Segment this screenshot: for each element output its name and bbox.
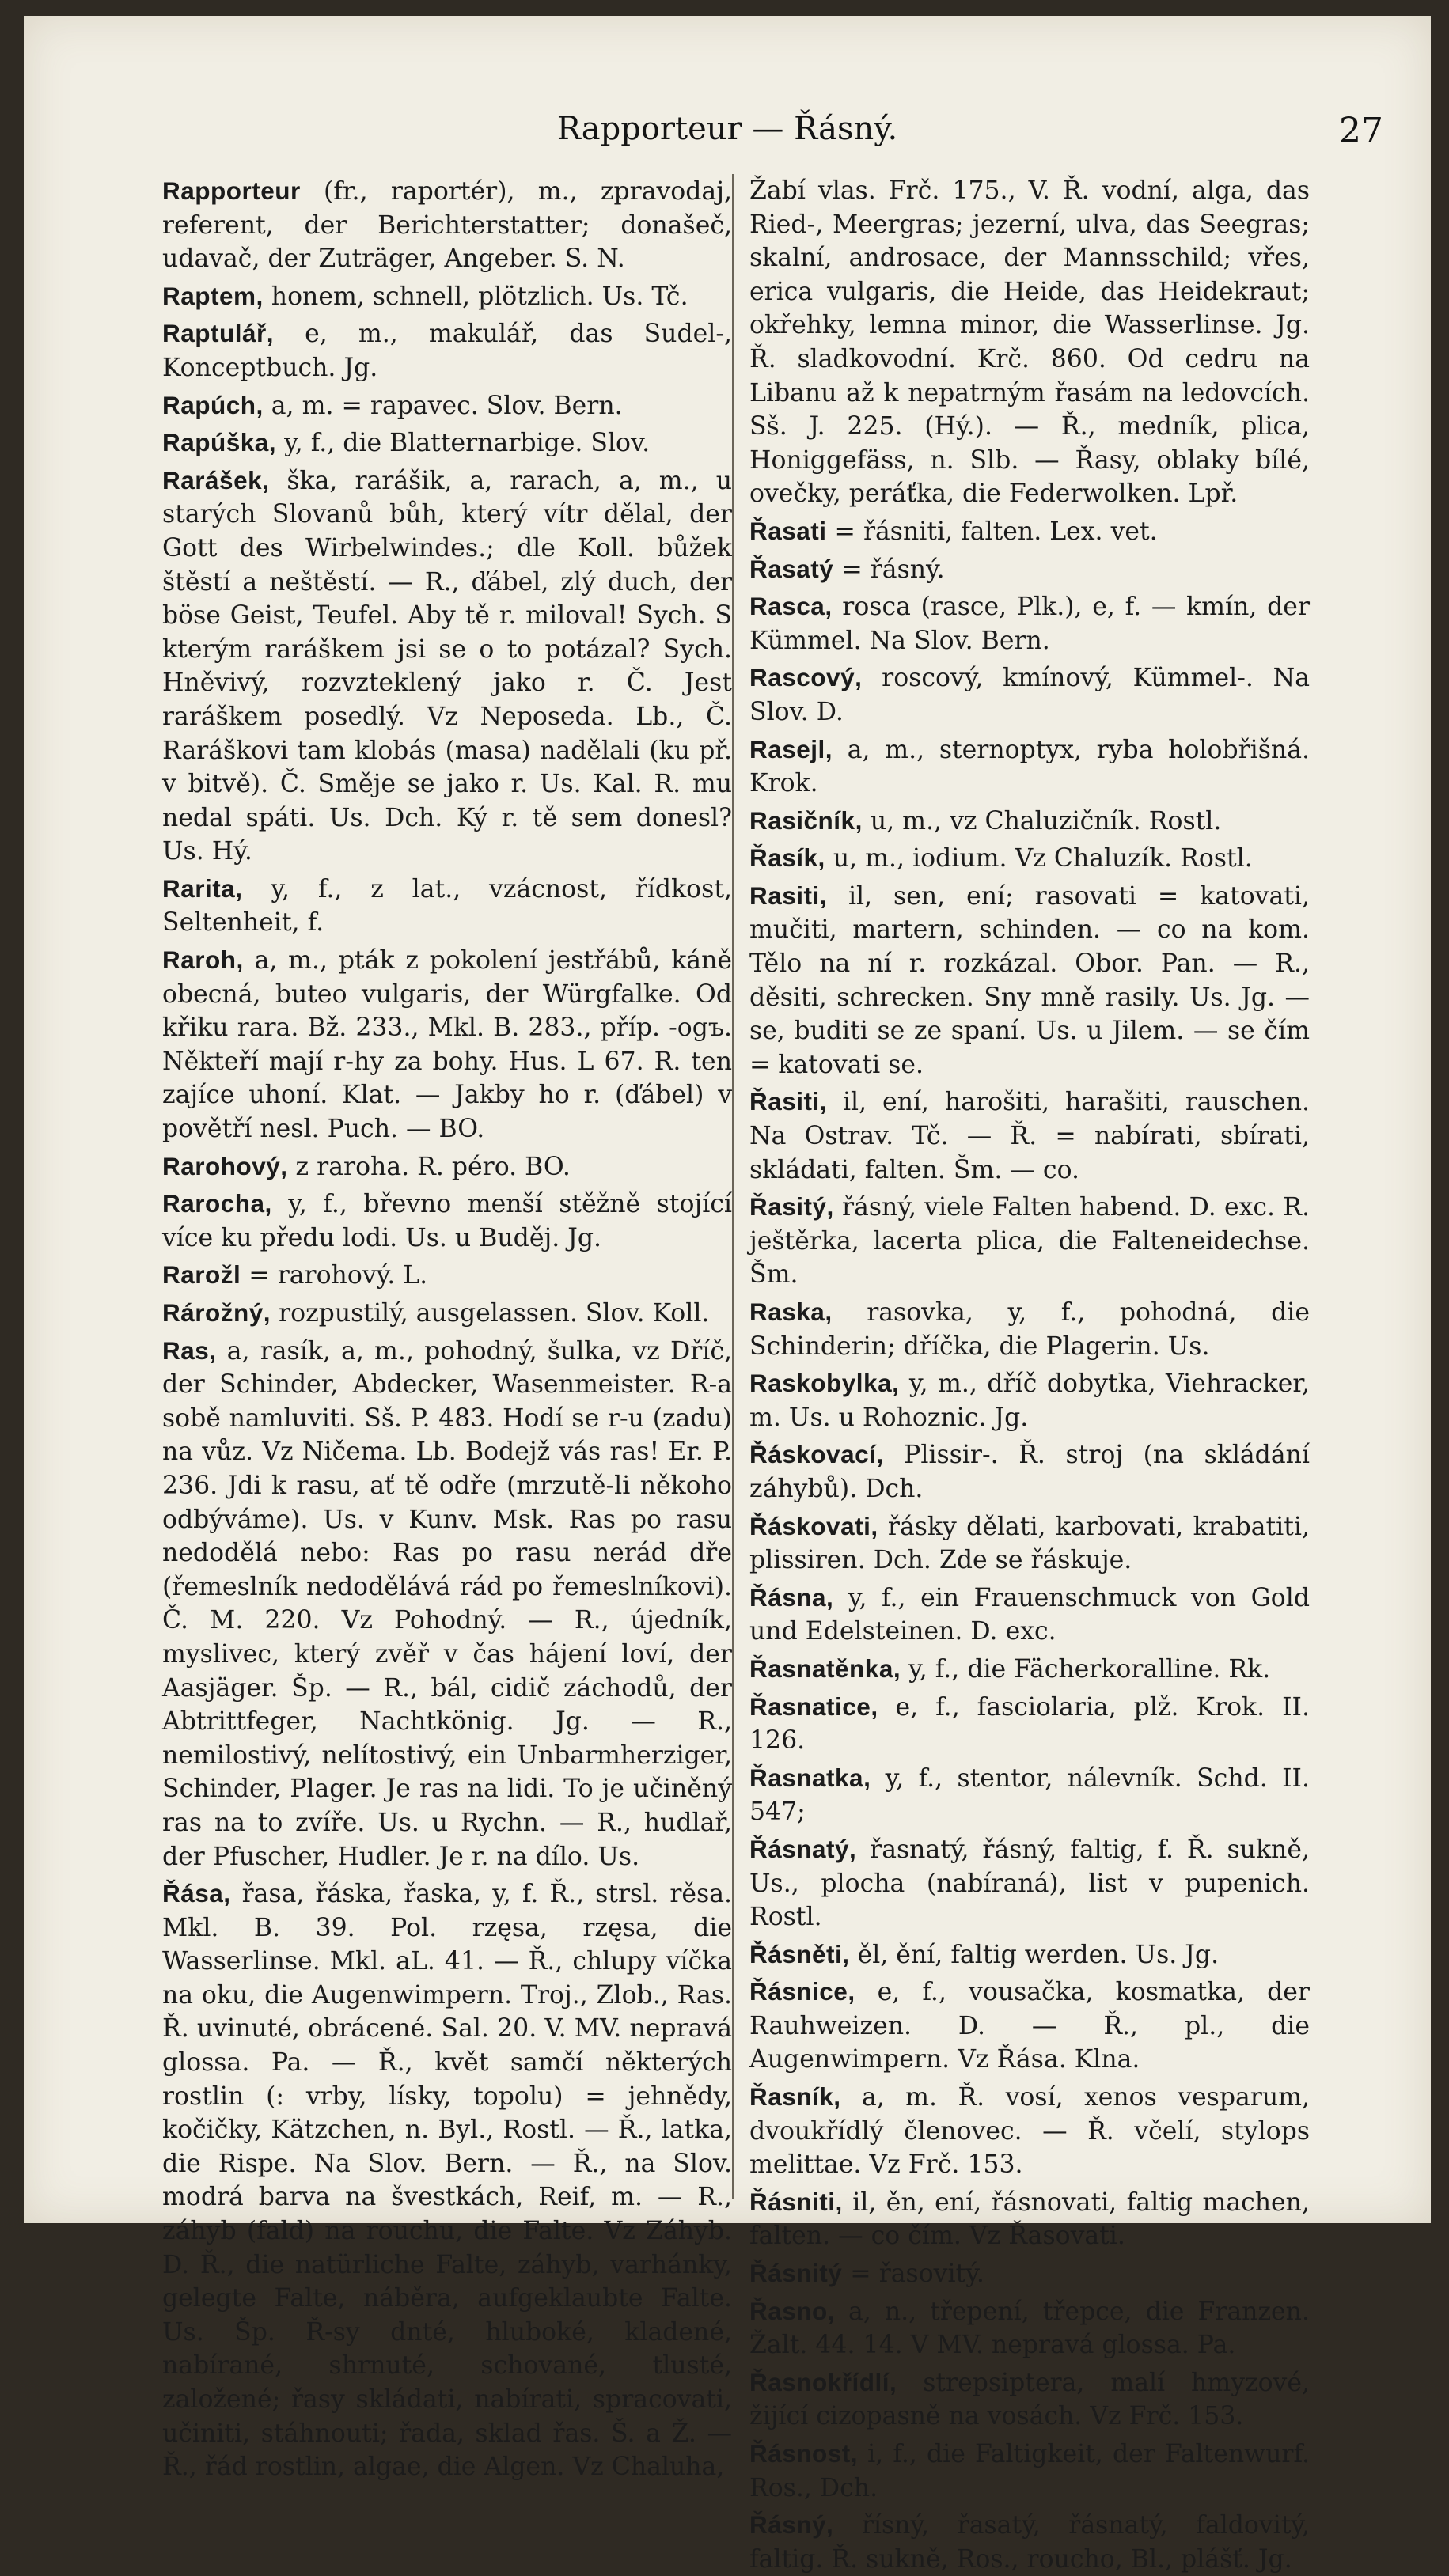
entry-headword: Rasiti, [749, 881, 828, 910]
entry-headword: Řásna, [749, 1582, 834, 1612]
entry-text: ška, rarášik, a, rarach, a, m., u starých Slovanů bůh, který vítr dělal, der Gott des Wirbelwindes.; dle Koll. bůžek štěstí a neštěstí. — R., ďábel, zlý duch, der böse Geist, Teufel. Aby tě r. miloval! Sych. S kterým raráškem jsi se o to potázal? Sych. Hněvivý, rozvzteklený jako r. Č. Jest raráškem posedlý. Vz Neposeda. Lb., Č. Raráškovi tam klobás (masa) nadělali (ku př. v bitvě). Č. Směje se jako r. Us. Kal. R. mu nedal spáti. Us. Dch. Ký r. tě sem donesl? Us. Hý. [162, 466, 732, 866]
right-column [732, 174, 1310, 2574]
entry-text: a, n., třepení, třepce, die Franzen. Žalt. 44. 14. V MV. nepravá glossa. Pa. [749, 2297, 1310, 2360]
entry-headword: Řasno, [749, 2296, 836, 2325]
entry-headword: Rarita, [162, 873, 243, 903]
entry-headword: Rapporteur [162, 176, 301, 205]
entry-headword: Rarášek, [162, 465, 270, 494]
dictionary-entry [749, 841, 1310, 876]
entry-headword: Řasati [749, 516, 827, 545]
dictionary-entry [162, 388, 732, 423]
dictionary-entry [749, 733, 1310, 801]
dictionary-entry [749, 1190, 1310, 1292]
entry-text: y, f., z lat., vzácnost, řídkost, Seltenheit, f. [162, 874, 732, 938]
dictionary-entry [749, 1938, 1310, 1972]
entry-headword: Řáskovati, [749, 1511, 878, 1540]
entry-text: y, f., die Fächerkoralline. Rk. [901, 1654, 1271, 1684]
entry-text: strepsiptera, malí hmyzové, žijící cizopasně na vosách. Vz Frč. 153. [749, 2368, 1310, 2431]
dictionary-entry [749, 1652, 1310, 1687]
dictionary-entry [749, 2508, 1310, 2576]
dictionary-entry [749, 1690, 1310, 1758]
entry-text: Žabí vlas. Frč. 175., V. Ř. vodní, alga, das Ried-, Meergras; jezerní, ulva, das Seegras; skalní, androsace, der Mannsschild; vřes, erica vulgaris, die Heide, das Heidekraut; okřehky, lemna minor, die Wasserlinse. Jg. Ř. sladkovodní. Krč. 860. Od cedru na Libanu až k nepatrným řasám na ledovcích. Sš. J. 225. (Hý.). — Ř., medník, plica, Honiggefäss, n. Slb. — Řasy, oblaky bílé, ovečky, peráťka, die Federwolken. Lpř. [749, 176, 1310, 509]
entry-headword: Řasitý, [749, 1192, 834, 1222]
dictionary-entry [162, 1187, 732, 1255]
entry-headword: Raska, [749, 1297, 833, 1326]
dictionary-entry [162, 1334, 732, 1874]
dictionary-page [24, 16, 1431, 2574]
entry-headword: Řasiti, [749, 1087, 828, 1116]
entry-headword: Rárožný, [162, 1298, 271, 1327]
entry-text: roscový, kmínový, Kümmel-. Na Slov. D. [749, 664, 1310, 726]
entry-text: il, ení, harošiti, harašiti, rauschen. Na Ostrav. Tč. — Ř. = nabírati, sbírati, skládati, falten. Šm. — co. [749, 1088, 1310, 1184]
entry-headword: Raroh, [162, 945, 244, 975]
dictionary-entry [162, 316, 732, 385]
dictionary-entry [749, 879, 1310, 1082]
dictionary-entry [749, 1832, 1310, 1934]
entry-text: (fr., raportér), m., zpravodaj, referent, der Berichterstatter; donašeč, udavač, der Zuträger, Angeber. S. N. [162, 177, 732, 274]
dictionary-entry [749, 1761, 1310, 1829]
entry-text: z raroha. R. péro. BO. [287, 1152, 571, 1181]
dictionary-entry [749, 2437, 1310, 2505]
entry-headword: Rasejl, [749, 734, 833, 763]
dictionary-entry [749, 1295, 1310, 1363]
running-title: Rapporteur — Řásný. [556, 111, 898, 147]
dictionary-entry [749, 2080, 1310, 2182]
dictionary-entry [749, 552, 1310, 587]
entry-text: a, m., pták z pokolení jestřábů, káně obecná, buteo vulgaris, der Würgfalke. Od křiku rara. Bž. 233., Mkl. B. 283., příp. -ogъ. Někteří mají r-hy za bohy. Hus. L 67. R. ten zajíce uhoní. Klat. — Jakby ho r. (ďábel) v povětří nesl. Puch. — BO. [162, 946, 732, 1144]
entry-text: y, m., dříč dobytka, Viehracker, m. Us. u Rohoznic. Jg. [749, 1369, 1310, 1432]
entry-headword: Řásnitý [749, 2259, 843, 2288]
entry-headword: Rasičník, [749, 805, 863, 835]
dictionary-entry [749, 589, 1310, 657]
entry-headword: Řásnatý, [749, 1834, 857, 1863]
entry-text: řásný, viele Falten habend. D. exc. R. ještěrka, lacerta plica, die Falteneidechse. Šm. [749, 1193, 1310, 1290]
entry-headword: Řásnice, [749, 1977, 855, 2006]
entry-headword: Rapúch, [162, 390, 264, 419]
entry-headword: Řasík, [749, 843, 825, 873]
entry-headword: Ras, [162, 1335, 217, 1365]
entry-text: a, m. Ř. vosí, xenos vesparum, dvoukřídlý členovec. — Ř. včelí, stylops melittae. Vz Frč. 153. [749, 2083, 1310, 2180]
entry-text: y, f., die Blatternarbige. Slov. [276, 429, 651, 458]
entry-headword: Řasnatěnka, [749, 1654, 901, 1683]
dictionary-entry [162, 1258, 732, 1293]
dictionary-entry [749, 1085, 1310, 1187]
entry-headword: Rarohový, [162, 1151, 288, 1180]
entry-text: a, m. = rapavec. Slov. Bern. [263, 391, 623, 420]
entry-headword: Řasník, [749, 2082, 841, 2112]
entry-text: řísný, řasatý, řásnatý, faldovitý, faltig. Ř. sukně, Ros., roucho, Bl., plášť. Jg. [749, 2511, 1310, 2574]
entry-headword: Rarocha, [162, 1189, 272, 1218]
entry-text: e, f., fasciolaria, plž. Krok. II. 126. [749, 1692, 1310, 1756]
dictionary-entry [162, 279, 732, 314]
entry-text: rosca (rasce, Plk.), e, f. — kmín, der Kümmel. Na Slov. Bern. [749, 593, 1310, 655]
dictionary-entry [162, 464, 732, 869]
dictionary-entry [162, 426, 732, 460]
entry-headword: Rarožl [162, 1260, 241, 1290]
entry-text: rasovka, y, f., pohodná, die Schinderin; dříčka, die Plagerin. Us. [749, 1298, 1310, 1361]
dictionary-entry [162, 1877, 732, 2484]
dictionary-entry [749, 174, 1310, 511]
entry-headword: Řásný, [749, 2510, 834, 2540]
entry-text: honem, schnell, plötzlich. Us. Tč. [263, 282, 688, 311]
entry-text: a, m., sternoptyx, ryba holobřišná. Krok. [749, 735, 1310, 798]
page-number: 27 [1339, 111, 1383, 151]
dictionary-entry [749, 2185, 1310, 2253]
entry-text: řasnatý, řásný, faltig, f. Ř. sukně, Us., plocha (nabíraná), list v pupenich. Rostl. [749, 1835, 1310, 1932]
entry-headword: Řasnatice, [749, 1691, 878, 1721]
entry-text: = rarohový. L. [241, 1261, 428, 1290]
entry-headword: Rasca, [749, 592, 833, 621]
entry-headword: Řásniti, [749, 2187, 843, 2216]
entry-headword: Rapúška, [162, 428, 277, 457]
dictionary-entry [162, 943, 732, 1146]
entry-headword: Řáskovací, [749, 1440, 884, 1469]
dictionary-entry [749, 2366, 1310, 2434]
left-column [162, 174, 732, 2482]
entry-headword: Raptem, [162, 281, 264, 310]
entry-text: y, f., stentor, nálevník. Schd. II. 547; [749, 1763, 1310, 1827]
entry-text: e, m., makulář, das Sudel-, Konceptbuch. Jg. [162, 320, 732, 382]
dictionary-entry [749, 1510, 1310, 1578]
entry-text: u, m., vz Chaluzičník. Rostl. [862, 806, 1222, 835]
entry-text: il, ěn, ení, řásnovati, faltig machen, falten. — co čím. Vz Řasovati. [749, 2188, 1310, 2251]
dictionary-entry [749, 2256, 1310, 2291]
entry-headword: Řasatý [749, 554, 834, 583]
entry-text: y, f., ein Frauenschmuck von Gold und Edelsteinen. D. exc. [749, 1583, 1310, 1646]
entry-text: i, f., die Faltigkeit, der Faltenwurf. Ros., Dch. [749, 2440, 1310, 2502]
entry-text: = řásný. [833, 555, 945, 584]
dictionary-entry [162, 872, 732, 940]
entry-text: řasa, řáska, řaska, y, f. Ř., strsl. rěsa. Mkl. B. 39. Pol. rzęsa, rzęsa, die Wasserlinse. Mkl. aL. 41. — Ř., chlupy víčka na oku, die Augenwimpern. Troj., Zlob., Ras. Ř. uvinuté, obrácené. Sal. 20. V. MV. nepravá glossa. Pa. — Ř., květ samčí některých rostlin (: vrby, lísky, topolu) = jehnědy, kočičky, Kätzchen, n. Byl., Rostl. — Ř., latka, die Rispe. Na Slov. Bern. — Ř., na Slov. modrá barva na švestkách, Reif, m. — R., záhyb (fald) na rouchu, die Falte. Vz Záhyb. D. Ř., die natürliche Falte, záhyb, varhánky, gelegte Falte, náběra, aufgeklaubte Falte. Us. Šp. Ř-sy dnté, hluboké, kladené, nabírané, shrnuté, schované, tlusté, založené; řasy skládati, nabírati, spracovati, učiniti, stáhnouti; řada, sklad řas. Š. a Ž. — Ř., řád rostlin, algae, die Algen. Vz Chaluha, [162, 1880, 732, 2482]
entry-headword: Řása, [162, 1879, 231, 1908]
dictionary-entry [749, 1581, 1310, 1649]
entry-text: e, f., vousačka, kosmatka, der Rauhweizen. D. — Ř., pl., die Augenwimpern. Vz Řása. Klna. [749, 1978, 1310, 2074]
entry-headword: Řásnost, [749, 2439, 859, 2468]
entry-text: řásky dělati, karbovati, krabatiti, plissiren. Dch. Zde se řáskuje. [749, 1512, 1310, 1575]
entry-text: = řásniti, falten. Lex. vet. [826, 517, 1158, 546]
entry-text: il, sen, ení; rasovati = katovati, mučiti, martern, schinden. — co na kom. Tělo na ní r. rozkázal. Obor. Pan. — R., děsiti, schrecken. Sny mně rasily. Us. Jg. — se, buditi se ze spaní. Us. u Jilem. — se čím = katovati se. [749, 881, 1310, 1079]
entry-text: y, f., břevno menší stěžně stojící více ku předu lodi. Us. u Buděj. Jg. [162, 1190, 732, 1252]
dictionary-entry [749, 514, 1310, 549]
entry-text: Plissir-. Ř. stroj (na skládání záhybů). Dch. [749, 1441, 1310, 1503]
entry-headword: Řasnatka, [749, 1763, 871, 1792]
entry-headword: Rascový, [749, 663, 863, 692]
page-header [24, 87, 1431, 150]
entry-text: rozpustilý, ausgelassen. Slov. Koll. [271, 1299, 710, 1328]
dictionary-entry [162, 1296, 732, 1331]
entry-text: = řasovitý. [842, 2260, 984, 2289]
entry-headword: Řasnokřídlí, [749, 2367, 897, 2396]
entry-text: a, rasík, a, m., pohodný, šulka, vz Dříč, der Schinder, Abdecker, Wasenmeister. R-a sobě namluviti. Sš. P. 483. Hodí se r-u (zadu) na vůz. Vz Ničema. Lb. Bodejž vás ras! Er. P. 236. Jdi k rasu, ať tě odře (mrzutě-li někoho odbýváme). Us. v Kunv. Msk. Ras po rasu nedodělá nebo: Ras po rasu nerád dře (řemeslník nedodělává rád po řemeslníkovi). Č. M. 220. Vz Pohodný. — R., újedník, myslivec, který zvěř v čas hájení loví, der Aasjäger. Šp. — R., bál, cidič záchodů, der Abtrittfeger, Nachtkönig. Jg. — R., nemilostivý, nelítostivý, ein Unbarmherziger, Schinder, Plager. Je ras na lidi. To je učiněný ras na to zvíře. Us. u Rychn. — R., hudlař, der Pfuscher, Hudler. Je r. na dílo. Us. [162, 1336, 732, 1871]
dictionary-entry [749, 1975, 1310, 2077]
dictionary-entry [749, 2294, 1310, 2362]
dictionary-entry [749, 1366, 1310, 1434]
entry-text: ěl, ění, faltig werden. Us. Jg. [849, 1940, 1220, 1969]
entry-headword: Raskobylka, [749, 1369, 900, 1398]
dictionary-entry [749, 1438, 1310, 1506]
entry-headword: Řásněti, [749, 1939, 850, 1968]
dictionary-entry [749, 661, 1310, 729]
entry-headword: Raptulář, [162, 319, 275, 348]
entry-text: u, m., iodium. Vz Chaluzík. Rostl. [825, 844, 1253, 873]
dictionary-entry [162, 1150, 732, 1184]
dictionary-entry [749, 804, 1310, 839]
dictionary-entry [162, 174, 732, 276]
